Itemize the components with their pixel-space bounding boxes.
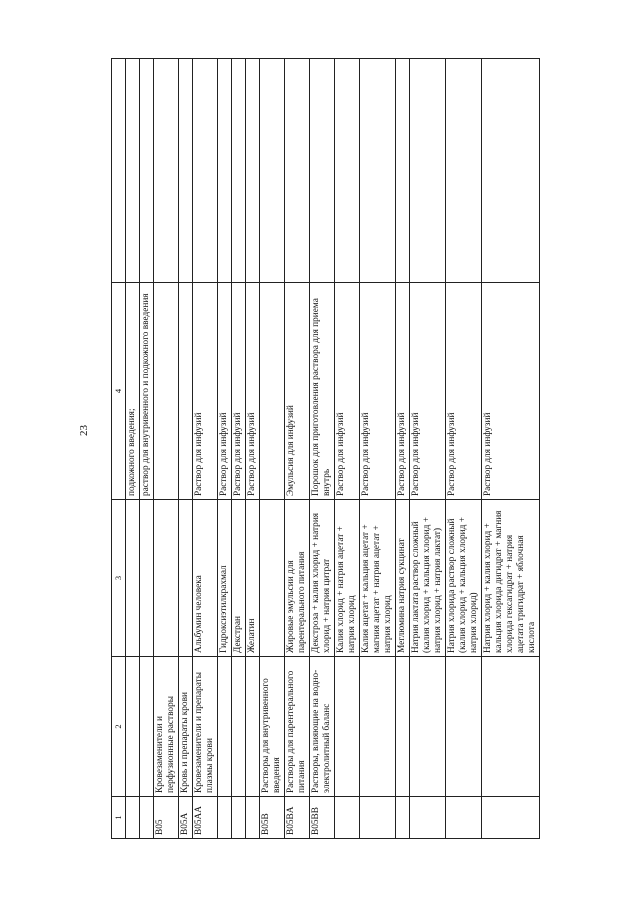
table-cell-c3: Декстран (232, 500, 246, 657)
table-cell-c4: Раствор для инфузий (246, 283, 260, 500)
table-cell-c4: Раствор для инфузий (410, 283, 446, 500)
table-cell-c5 (246, 59, 260, 283)
table-cell-c4: подкожного введения; (126, 283, 140, 500)
table-cell-c2: Растворы, влияющие на водно-электролитный баланс (310, 657, 335, 797)
table-cell-c4: Эмульсия для инфузий (285, 283, 310, 500)
table-cell-c4: Раствор для инфузий (218, 283, 232, 500)
table-cell-c3: Натрия лактата раствор сложный (калия хлорид + кальция хлорид + натрия хлорид + натрия лактат) (410, 500, 446, 657)
table-cell-c5 (232, 59, 246, 283)
table-cell-c2 (410, 657, 446, 797)
table-cell-c5 (154, 59, 179, 283)
table-cell-c2 (396, 657, 410, 797)
table-cell-c3 (126, 500, 140, 657)
table-row (246, 59, 260, 839)
table-cell-c1: B05BB (310, 797, 335, 839)
table-cell-c3 (179, 500, 193, 657)
table-cell-c4: Раствор для инфузий (232, 283, 246, 500)
table-cell-c2 (246, 657, 260, 797)
header-col-1: 1 (112, 797, 126, 839)
table-cell-c1: B05AA (193, 797, 218, 839)
table-cell-c5 (126, 59, 140, 283)
table-cell-c5 (410, 59, 446, 283)
table-row (285, 59, 310, 839)
table-cell-c4: Раствор для инфузий (193, 283, 218, 500)
table-row (260, 59, 285, 839)
table-cell-c1: B05BA (285, 797, 310, 839)
table-cell-c3: Жировые эмульсии для парентерального питания (285, 500, 310, 657)
table-row (154, 59, 179, 839)
table-cell-c4 (154, 283, 179, 500)
table-cell-c3 (260, 500, 285, 657)
table-cell-c5 (140, 59, 154, 283)
table-cell-c4: Раствор для инфузий (446, 283, 482, 500)
table-cell-c4: Раствор для инфузий (335, 283, 360, 500)
table-cell-c3: Желатин (246, 500, 260, 657)
header-col-2: 2 (112, 657, 126, 797)
table-cell-c1 (360, 797, 396, 839)
table-cell-c5 (310, 59, 335, 283)
table-row (193, 59, 218, 839)
table-cell-c4: раствор для внутривенного и подкожного введения (140, 283, 154, 500)
table-cell-c4 (179, 283, 193, 500)
table-cell-c2 (360, 657, 396, 797)
table-cell-c3: Меглюмина натрия сукцинат (396, 500, 410, 657)
table-row (396, 59, 410, 839)
table-row (446, 59, 482, 839)
table-cell-c2 (218, 657, 232, 797)
table-cell-c5 (360, 59, 396, 283)
table-cell-c2 (482, 657, 540, 797)
table-cell-c4: Раствор для инфузий (396, 283, 410, 500)
table-row (310, 59, 335, 839)
table-row (482, 59, 540, 839)
table-cell-c1: B05B (260, 797, 285, 839)
table-body (126, 59, 540, 839)
table-cell-c3: Калия ацетат + кальция ацетат + магния ацетат + натрия ацетат + натрия хлорид (360, 500, 396, 657)
page-number: 23 (78, 425, 90, 436)
table-cell-c1 (232, 797, 246, 839)
table-cell-c3 (140, 500, 154, 657)
header-col-5 (112, 59, 126, 283)
table-cell-c1 (218, 797, 232, 839)
table-cell-c3: Декстроза + калия хлорид + натрия хлорид + натрия цитрат (310, 500, 335, 657)
table-cell-c1 (396, 797, 410, 839)
table-cell-c1 (410, 797, 446, 839)
table-cell-c5 (193, 59, 218, 283)
table-cell-c4: Раствор для инфузий (482, 283, 540, 500)
table-cell-c1 (446, 797, 482, 839)
table-cell-c1 (335, 797, 360, 839)
table-row (232, 59, 246, 839)
header-col-3: 3 (112, 500, 126, 657)
table-header-row (112, 59, 126, 839)
table-cell-c4 (260, 283, 285, 500)
table-cell-c2 (232, 657, 246, 797)
table-cell-c1 (140, 797, 154, 839)
table-cell-c3: Гидроксиэтилкрахмал (218, 500, 232, 657)
table-cell-c5 (218, 59, 232, 283)
table-cell-c2 (446, 657, 482, 797)
table-cell-c5 (260, 59, 285, 283)
table-cell-c3: Натрия хлорида раствор сложный (калия хлорид + кальция хлорид + натрия хлорид) (446, 500, 482, 657)
table-cell-c4: Порошок для приготовления раствора для приема внутрь (310, 283, 335, 500)
table-row (360, 59, 396, 839)
drug-classification-table (111, 59, 537, 839)
table-cell-c1: B05A (179, 797, 193, 839)
table-cell-c5 (285, 59, 310, 283)
table-cell-c5 (482, 59, 540, 283)
table-cell-c2: Растворы для внутривенного введения (260, 657, 285, 797)
table-cell-c5 (446, 59, 482, 283)
table-cell-c2: Кровезаменители и перфузионные растворы (154, 657, 179, 797)
table-cell-c3: Альбумин человека (193, 500, 218, 657)
table-cell-c5 (335, 59, 360, 283)
table-cell-c1 (482, 797, 540, 839)
header-col-4: 4 (112, 283, 126, 500)
table-row (179, 59, 193, 839)
table-row (410, 59, 446, 839)
table-cell-c1 (246, 797, 260, 839)
table-row (218, 59, 232, 839)
table-row (126, 59, 140, 839)
table-cell-c2 (335, 657, 360, 797)
table-cell-c5 (179, 59, 193, 283)
table-cell-c3: Калия хлорид + натрия ацетат + натрия хлорид (335, 500, 360, 657)
table-cell-c2 (140, 657, 154, 797)
table-row (140, 59, 154, 839)
table-cell-c2 (126, 657, 140, 797)
table-cell-c4: Раствор для инфузий (360, 283, 396, 500)
table-cell-c1: B05 (154, 797, 179, 839)
table-cell-c2: Кровь и препараты крови (179, 657, 193, 797)
table-cell-c3 (154, 500, 179, 657)
table-cell-c1 (126, 797, 140, 839)
table-cell-c2: Кровезаменители и препараты плазмы крови (193, 657, 218, 797)
table-cell-c2: Растворы для парентерального питания (285, 657, 310, 797)
table-cell-c5 (396, 59, 410, 283)
table-cell-c3: Натрия хлорид + калия хлорид + кальция хлорида дигидрат + магния хлорида гексагидрат + натрия ацетата тригидрат + яблочная кислота (482, 500, 540, 657)
table-row (335, 59, 360, 839)
